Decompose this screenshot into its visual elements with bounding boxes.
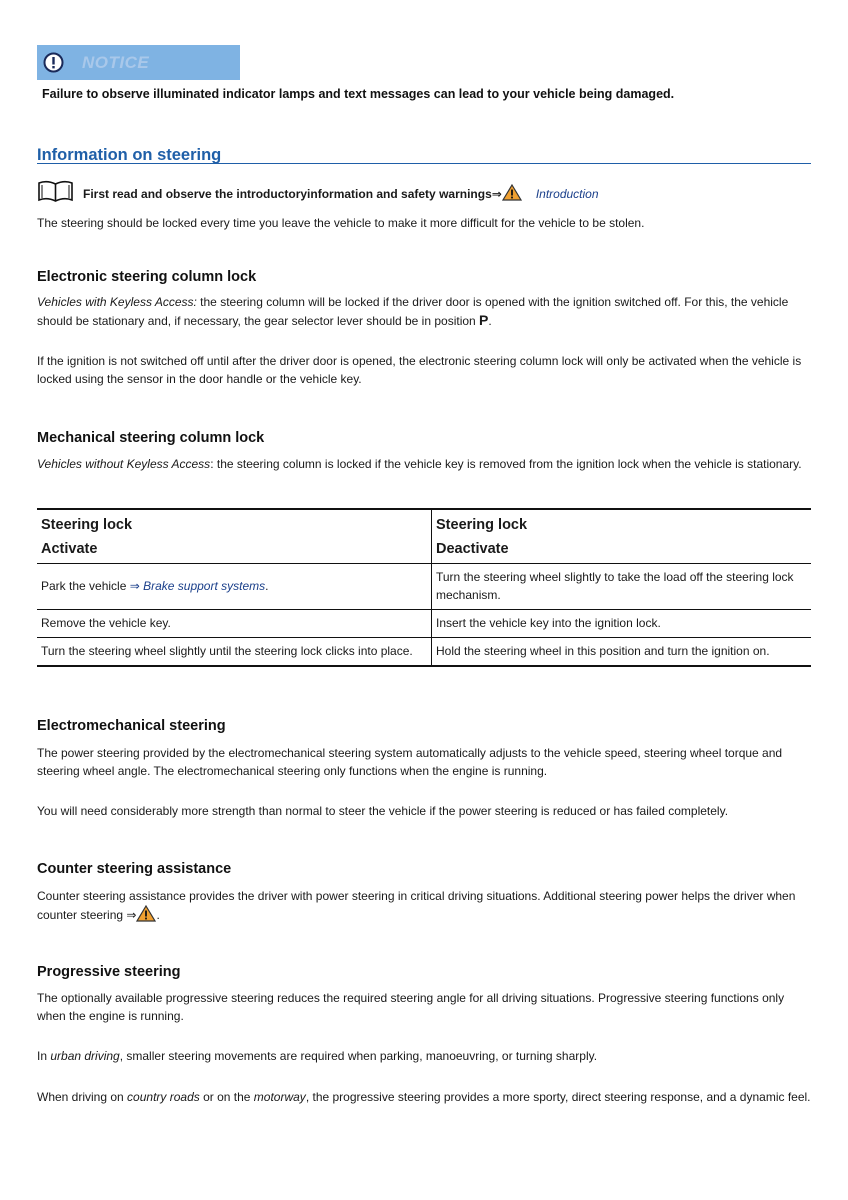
brake-support-link[interactable]: ⇒ Brake support systems xyxy=(129,579,266,593)
table-cell: Insert the vehicle key into the ignition lock. xyxy=(432,610,812,638)
locked-paragraph: The steering should be locked every time you leave the vehicle to make it more difficult for the vehicle to be stolen. xyxy=(37,216,645,230)
electronic-lock-heading: Electronic steering column lock xyxy=(37,269,257,285)
notice-text: Failure to observe illuminated indicator lamps and text messages can lead to your vehicle being damaged. xyxy=(42,87,675,101)
para-text: In xyxy=(37,1049,51,1063)
motorway-term: motorway xyxy=(253,1090,306,1104)
cell-text: Park the vehicle xyxy=(41,579,130,593)
table-row xyxy=(37,610,811,638)
mechanical-lock-heading: Mechanical steering column lock xyxy=(37,430,265,446)
no-keyless-text: : the steering column is locked if the vehicle key is removed from the ignition lock when the vehicle is stationary. xyxy=(210,457,802,471)
warning-triangle-icon xyxy=(136,905,156,922)
header-activate xyxy=(37,509,432,564)
table-cell: Remove the vehicle key. xyxy=(37,610,432,638)
cell-text: . xyxy=(265,579,269,593)
open-book-icon xyxy=(37,180,74,202)
table-cell xyxy=(37,564,432,610)
para-text: , smaller steering movements are required when parking, manoeuvring, or turning sharply. xyxy=(119,1049,598,1063)
exclamation-circle-icon xyxy=(43,52,64,73)
progressive-paragraph-1: The optionally available progressive steering reduces the required steering angle for all driving situations. Progressive steering functions only when the engine is running. xyxy=(37,991,785,1023)
header-right-line-2: Deactivate xyxy=(436,541,509,557)
para-text: , the progressive steering provides a more sporty, direct steering response, and a dynamic feel. xyxy=(305,1090,811,1104)
counter-text: Counter steering assistance provides the driver with power steering in critical driving situations. Additional steering power helps the driver when counter steering xyxy=(37,889,796,922)
table-cell: Turn the steering wheel slightly to take the load off the steering lock mechanism. xyxy=(432,564,812,610)
progressive-heading: Progressive steering xyxy=(37,964,181,980)
progressive-paragraph-3 xyxy=(37,1088,812,1106)
counter-steering-paragraph xyxy=(37,887,812,924)
steering-lock-table xyxy=(37,508,811,667)
introduction-link[interactable]: Introduction xyxy=(535,187,599,201)
electromechanical-paragraph-1: The power steering provided by the electromechanical steering system automatically adjusts to the vehicle speed, steering wheel torque and steering wheel angle. The electromechanical steering only functions when the engine is running. xyxy=(37,746,783,778)
first-read-text: First read and observe the introductoryinformation and safety warnings xyxy=(83,187,492,201)
electromechanical-paragraph-2: You will need considerably more strength than normal to steer the vehicle if the power steering is reduced or has failed completely. xyxy=(37,804,729,818)
header-left-line-1: Steering lock xyxy=(41,517,133,533)
mechanical-lock-paragraph xyxy=(37,455,812,473)
keyless-label: Vehicles with Keyless Access: xyxy=(37,295,197,309)
header-left-line-2: Activate xyxy=(41,541,98,557)
table-header-row xyxy=(37,509,811,564)
header-right-line-1: Steering lock xyxy=(436,517,528,533)
section-divider xyxy=(37,163,811,164)
table-row xyxy=(37,638,811,667)
warning-triangle-icon xyxy=(502,184,522,201)
first-read-note xyxy=(83,184,599,201)
gear-position-p: P xyxy=(479,312,489,328)
electronic-lock-paragraph-2: If the ignition is not switched off until after the driver door is opened, the electronic steering column lock will only be activated when the vehicle is locked using the sensor in the door handle or the vehicle key. xyxy=(37,354,802,386)
header-deactivate xyxy=(432,509,812,564)
urban-driving-term: urban driving xyxy=(50,1049,120,1063)
period: . xyxy=(156,908,160,922)
period: . xyxy=(488,314,492,328)
notice-banner xyxy=(37,45,240,80)
section-title: Information on steering xyxy=(37,146,222,164)
para-text: When driving on xyxy=(37,1090,128,1104)
progressive-paragraph-2 xyxy=(37,1047,812,1065)
table-cell: Hold the steering wheel in this position and turn the ignition on. xyxy=(432,638,812,667)
arrow-glyph: ⇒ xyxy=(491,187,502,201)
no-keyless-label: Vehicles without Keyless Access xyxy=(37,457,211,471)
arrow-glyph: ⇒ xyxy=(126,908,137,922)
notice-label: NOTICE xyxy=(82,53,150,72)
country-roads-term: country roads xyxy=(127,1090,200,1104)
table-row xyxy=(37,564,811,610)
para-text: or on the xyxy=(199,1090,254,1104)
counter-steering-heading: Counter steering assistance xyxy=(37,861,232,877)
electromechanical-heading: Electromechanical steering xyxy=(37,718,226,734)
table-cell: Turn the steering wheel slightly until the steering lock clicks into place. xyxy=(37,638,432,667)
electronic-lock-paragraph-1 xyxy=(37,293,812,330)
keyless-text: the steering column will be locked if the driver door is opened with the ignition switched off. For this, the vehicle should be stationary and, if necessary, the gear selector lever should be in position xyxy=(37,295,789,328)
